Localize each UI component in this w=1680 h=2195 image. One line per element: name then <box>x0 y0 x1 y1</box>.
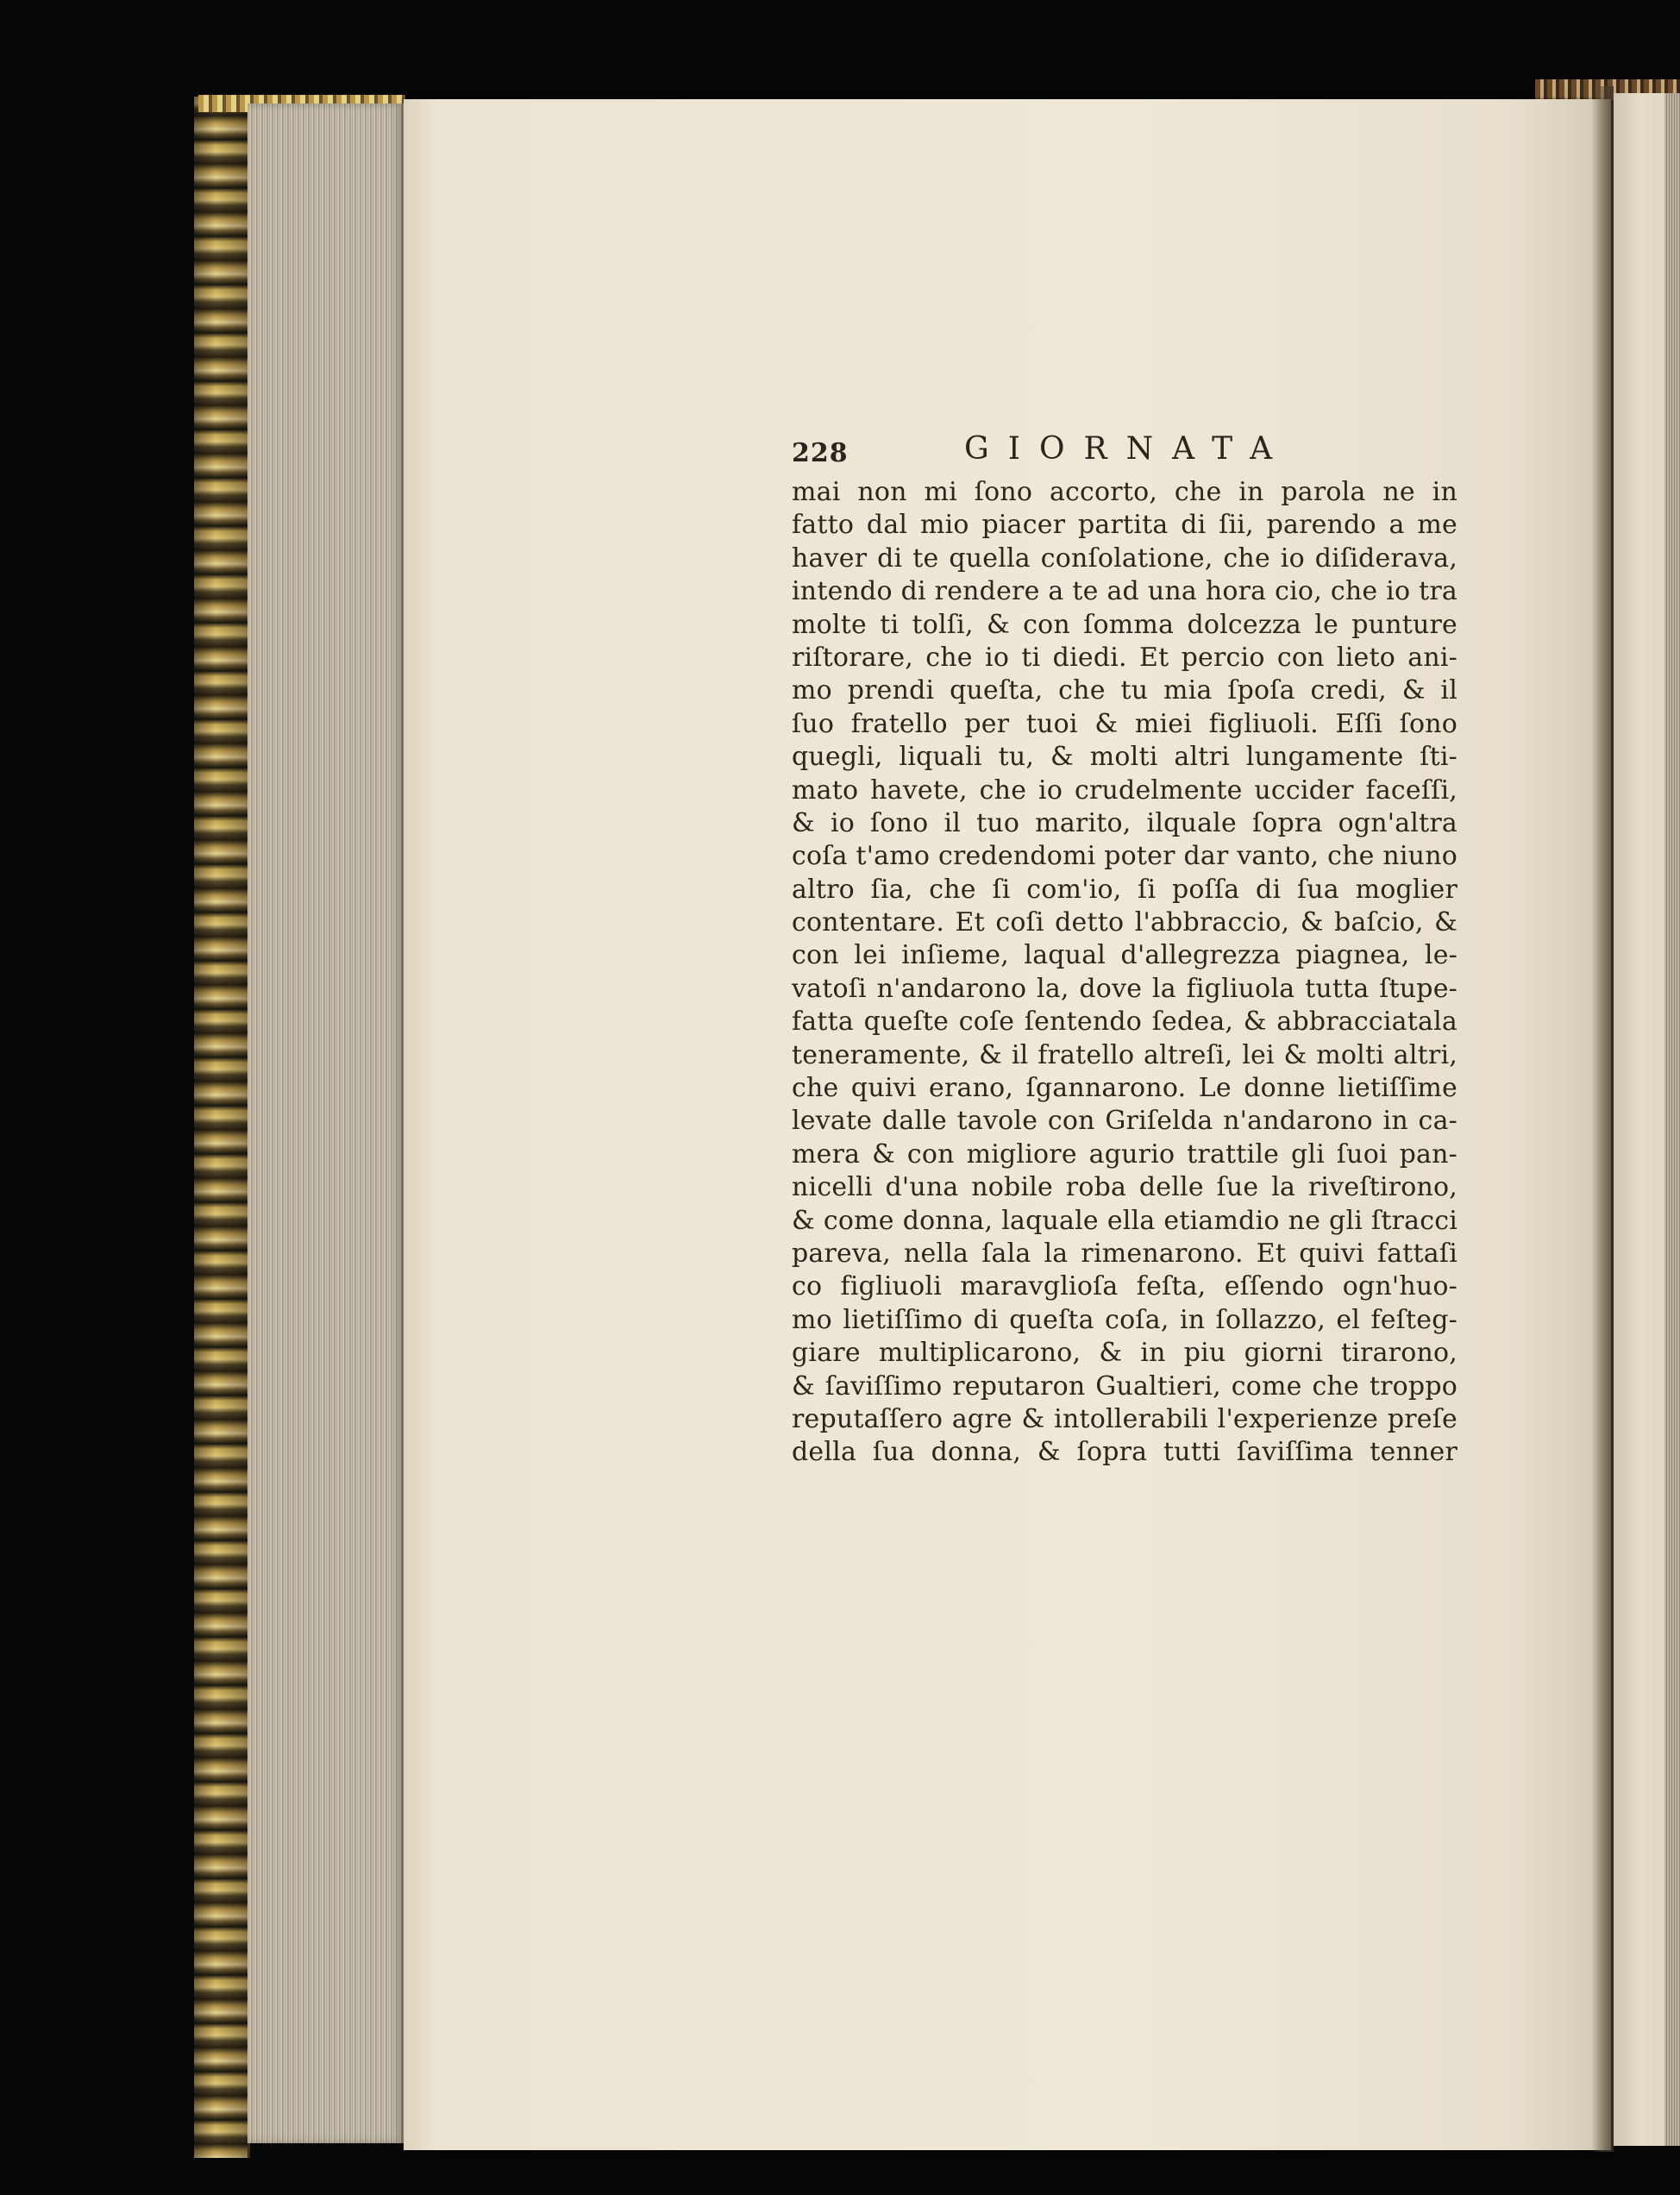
text-line: reputaſſero agre & intollerabili l'experienze preſe <box>792 1403 1457 1434</box>
text-line: mera & con migliore agurio trattile gli ſuoi pan- <box>792 1138 1457 1170</box>
text-line: fatta queſte coſe ſentendo ſedea, & abbracciatala <box>792 1007 1457 1038</box>
body-text <box>792 476 1457 1470</box>
text-line: & come donna, laquale ella etiamdio ne gli ſtracci <box>792 1205 1457 1236</box>
text-line: con lei inſieme, laqual d'allegrezza piagnea, le- <box>792 940 1457 971</box>
text-line: quegli, liquali tu, & molti altri lungamente ſti- <box>792 742 1457 773</box>
text-line: fatto dal mio piacer partita di ſii, parendo a me <box>792 510 1457 541</box>
text-line: vatoſi n'andarono la, dove la figliuola tutta ſtupe- <box>792 973 1457 1004</box>
text-line: & io ſono il tuo marito, ilquale ſopra ogn'altra <box>792 807 1457 838</box>
text-line: intendo di rendere a te ad una hora cio, che io tra <box>792 576 1457 607</box>
text-line: contentare. Et coſi detto l'abbraccio, & baſcio, & <box>792 907 1457 938</box>
text-line: mai non mi ſono accorto, che in parola ne in <box>792 477 1457 507</box>
text-line: mo prendi queſta, che tu mia ſpoſa credi, & il <box>792 675 1457 706</box>
facing-page-edges <box>1664 93 1680 2146</box>
text-line: haver di te quella conſolatione, che io diſiderava, <box>792 542 1457 574</box>
text-line: levate dalle tavole con Griſelda n'andarono in ca- <box>792 1106 1457 1137</box>
text-line: ſuo fratello per tuoi & miei figliuoli. Eſſi ſono <box>792 708 1457 739</box>
page-header <box>792 431 1456 474</box>
text-line: riſtorare, che io ti diedi. Et percio con lieto ani- <box>792 642 1457 673</box>
text-line: co figliuoli maravglioſa feſta, eſſendo ogn'huo- <box>792 1271 1457 1302</box>
text-line: mato havete, che io crudelmente uccider faceſſi, <box>792 775 1457 806</box>
text-line: molte ti tolſi, & con ſomma dolcezza le punture <box>792 609 1457 640</box>
spine-shadow <box>194 97 248 2158</box>
text-line: teneramente, & il fratello altreſi, lei & molti altri, <box>792 1039 1457 1070</box>
text-line: mo lietiſſimo di queſta coſa, in ſollazzo, el feſteg- <box>792 1304 1457 1335</box>
text-line: & ſaviſſimo reputaron Gualtieri, come che troppo <box>792 1370 1457 1402</box>
text-line: pareva, nella ſala la rimenarono. Et quivi fattaſi <box>792 1238 1457 1269</box>
text-line: della ſua donna, & ſopra tutti ſaviſſima tenner <box>792 1437 1457 1468</box>
text-line: che quivi erano, ſgannarono. Le donne lietiſſime <box>792 1073 1457 1104</box>
page-edges <box>248 103 405 2143</box>
page-number: 228 <box>792 438 849 468</box>
text-line: altro ſia, che ſi com'io, ſi poſſa di ſua moglier <box>792 874 1457 905</box>
text-line: coſa t'amo credendomi poter dar vanto, che niuno <box>792 841 1457 872</box>
text-line: giare multiplicarono, & in piu giorni tirarono, <box>792 1338 1457 1369</box>
text-line: nicelli d'una nobile roba delle ſue la riveſtirono, <box>792 1172 1457 1203</box>
running-head: GIORNATA <box>964 431 1292 467</box>
page-gutter <box>1591 86 1614 2152</box>
